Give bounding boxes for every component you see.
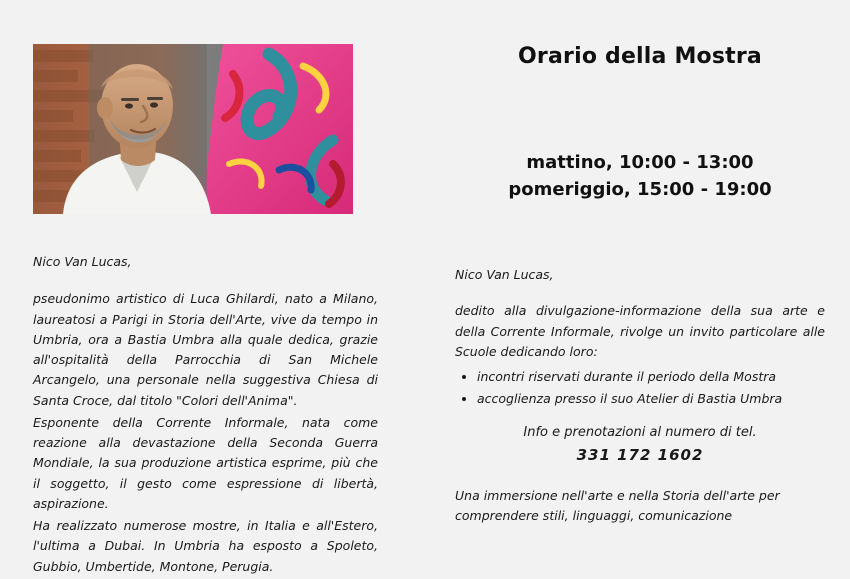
page-title: Orario della Mostra: [518, 44, 762, 69]
right-body: [455, 265, 825, 527]
info-label: Info e prenotazioni al numero di tel.: [523, 425, 757, 441]
hours-morning: mattino, 10:00 - 13:00: [526, 152, 754, 173]
list-item: • incontri riservati durante il periodo della Mostra: [477, 366, 825, 388]
phone-number[interactable]: 331 172 1602: [576, 446, 704, 465]
bio-paragraph-1: pseudonimo artistico di Luca Ghilardi, nato a Milano, laureatosi a Parigi in Storia dell'Arte, vive da tempo in Umbria, ora a Bastia Umbra alla quale dedica, grazie all'ospitalità della Parrocchia di San Michele Arcangelo, una personale nella suggestiva Chiesa di Santa Croce, dal titolo "Colori dell'Anima".: [33, 291, 378, 408]
artist-name-right: Nico Van Lucas,: [455, 267, 554, 282]
left-column: [33, 44, 378, 579]
artist-name-left: Nico Van Lucas,: [33, 254, 132, 269]
bio-block: [33, 252, 378, 577]
closing-text: Una immersione nell'arte e nella Storia dell'arte per comprendere stili, linguaggi, comunicazione: [455, 488, 780, 524]
bio-paragraph-2: Esponente della Corrente Informale, nata come reazione alla devastazione della Seconda Guerra Mondiale, la sua produzione artistica esprime, più che il soggetto, il gesto come espressione di libertà, aspirazione.: [33, 414, 378, 511]
bio-paragraph-3: Ha realizzato numerose mostre, in Italia e all'Estero, l'ultima a Dubai. In Umbria ha esposto a Spoleto, Gubbio, Umbertide, Montone, Perugia.: [33, 518, 378, 574]
right-column: [455, 44, 825, 539]
schools-invitation-text: dedito alla divulgazione-informazione della sua arte e della Corrente Informale, rivolge un invito particolare alle Scuole dedicando loro:: [455, 303, 825, 359]
schools-offer-list: [455, 366, 825, 409]
list-item: • accoglienza presso il suo Atelier di Bastia Umbra: [477, 388, 825, 410]
hours-afternoon: pomeriggio, 15:00 - 19:00: [508, 179, 772, 200]
opening-hours: [455, 149, 825, 203]
portrait-photo-image: [33, 44, 353, 214]
portrait-photo: [33, 44, 353, 214]
